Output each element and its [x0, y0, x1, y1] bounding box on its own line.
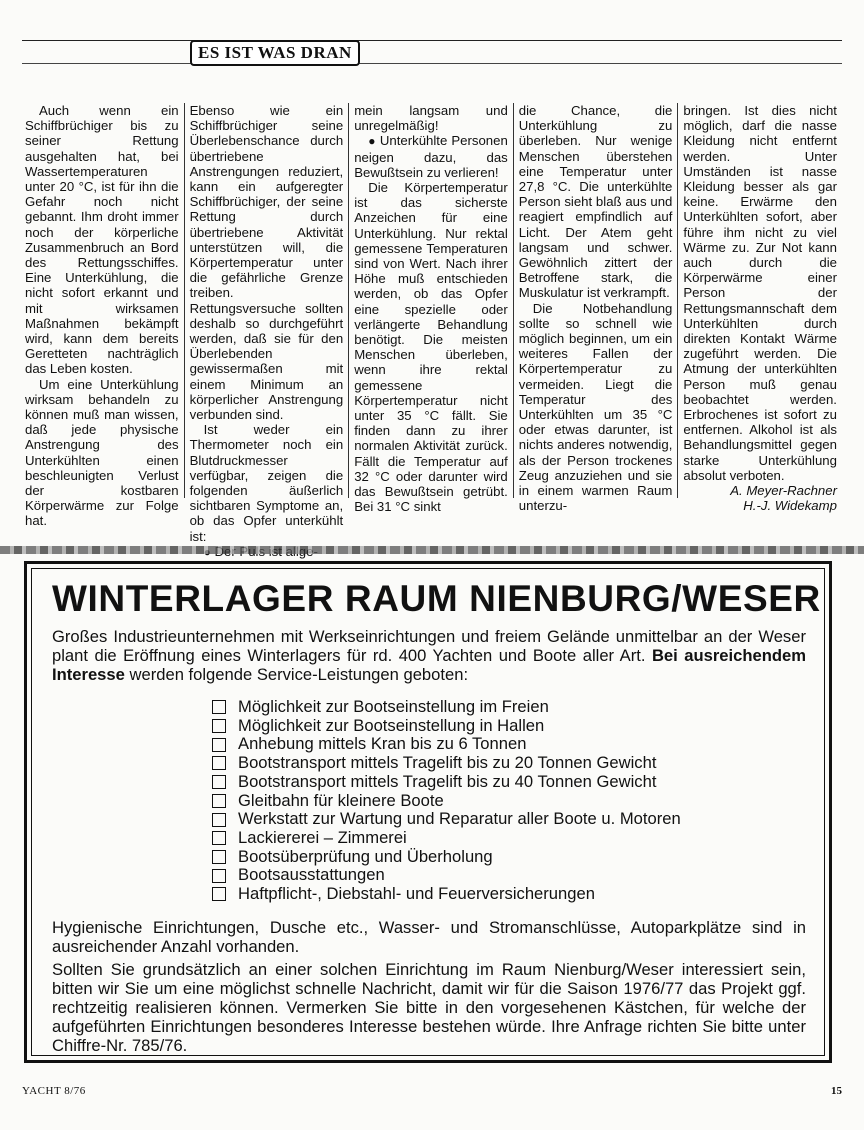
checkbox-icon[interactable] — [212, 813, 226, 827]
service-item — [212, 866, 806, 885]
bullet-text: Unterkühlte Personen neigen dazu, das Bewußtsein zu verlieren! — [354, 133, 508, 180]
advertisement-box — [24, 561, 832, 1063]
paragraph: bringen. Ist dies nicht möglich, darf die nasse Kleidung nicht entfernt werden. Unter Umständen ist nasse Kleidung besser als gar keine. Erwärme den Unterkühlten sofort, aber führe ihm nicht zu viel Wärme zu. Zur Not kann auch durch die Körperwärme einer Person der Rettungsmannschaft dem Unterkühlten durch direkten Kontakt Wärme zugeführt werden. Die Atmung der unterkühlten Person muß genau beobachtet werden. Erbrochenes ist sofort zu entfernen. Alkohol ist als Behandlungsmittel gegen starke Unterkühlung absolut verboten. — [683, 103, 837, 483]
ad-intro-rest: werden folgende Service-Leistungen geboten: — [129, 665, 469, 684]
service-item — [212, 717, 806, 736]
service-label: Gleitbahn für kleinere Boote — [238, 790, 444, 810]
service-item — [212, 754, 806, 773]
author-name: A. Meyer-Rachner — [730, 483, 837, 499]
checkbox-icon[interactable] — [212, 719, 226, 733]
advertisement-inner-frame — [31, 568, 825, 1056]
paragraph: Die Körpertemperatur ist das sicherste Anzeichen für eine Unterkühlung. Nur rektal gemessene Temperaturen sind von Wert. Nach ihrer Höhe muß entschieden werden, ob das Opfer eine spezielle oder verlängerte Behandlung benötigt. Die meisten Menschen überleben, wenn ihre rektal gemessene Körpertemperatur nicht unter 35 °C fällt. Sie finden dann zu ihrer normalen Aktivität zurück. Fällt die Temperatur auf 32 °C oder darunter wird das Bewußtsein getrübt. Bei 31 °C sinkt — [354, 180, 508, 515]
article-column-3 — [348, 103, 513, 515]
checkbox-icon[interactable] — [212, 794, 226, 808]
page-number: 15 — [831, 1085, 842, 1097]
footer-publication: YACHT 8/76 — [22, 1085, 86, 1097]
paragraph: Ebenso wie ein Schiffbrüchiger seine Überlebenschance durch übertriebene Anstrengungen reduziert, kann ein aufgeregter Schiffbrüchiger, der seine Rettung durch übertriebene Aktivität unterstützen will, die Körpertemperatur unter die gefährliche Grenze treiben. Rettungsversuche sollten deshalb so durchgeführt werden, daß sie für den Überlebenden gewissermaßen mit einem Minimum an körperlicher Anstrengung verbunden sind. — [189, 103, 344, 423]
service-item — [212, 773, 806, 792]
checkbox-icon[interactable] — [212, 887, 226, 901]
article-column-2 — [184, 103, 349, 544]
article-column-5 — [677, 103, 842, 514]
service-label: Lackiererei – Zimmerei — [238, 827, 407, 847]
service-item — [212, 848, 806, 867]
service-checklist — [212, 698, 806, 904]
ad-facilities-text: Hygienische Einrichtungen, Dusche etc., Wasser- und Stromanschlüsse, Autoparkplätze sind in ausreichender Anzahl vorhanden. — [52, 917, 806, 956]
service-item — [212, 885, 806, 904]
header-rule — [22, 63, 842, 64]
checkbox-icon[interactable] — [212, 850, 226, 864]
article-column-4 — [513, 103, 678, 514]
service-item — [212, 735, 806, 754]
ad-headline: WINTERLAGER RAUM NIENBURG/WESER — [52, 578, 821, 619]
service-item — [212, 792, 806, 811]
service-item — [212, 829, 806, 848]
ad-contact-text: Sollten Sie grundsätzlich an einer solchen Einrichtung im Raum Nienburg/Weser interessiert sein, bitten wir Sie um eine möglichst schnelle Nachricht, damit wir für die Saison 1976/77 das Projekt ggf. rechtzeitig realisieren können. Vermerken Sie bitte in den vorgesehenen Kästchen, für welche der aufgeführten Einrichtungen besonderes Interesse bestehen würde. Ihre Anfrage richten Sie bitte unter Chiffre-Nr. 785/76. — [52, 959, 806, 1055]
ad-intro-text: Großes Industrieunternehmen mit Werkseinrichtungen und freiem Gelände unmittelbar an der Weser plant die Eröffnung eines Winterlagers für rd. 400 Yachten und Boote aller Art. — [52, 627, 806, 665]
service-label: Haftpflicht-, Diebstahl- und Feuerversicherungen — [238, 884, 595, 904]
checkbox-icon[interactable] — [212, 775, 226, 789]
service-item — [212, 698, 806, 717]
checkbox-icon[interactable] — [212, 831, 226, 845]
paragraph: Auch wenn ein Schiffbrüchiger bis zu seiner Rettung ausgehalten hat, bei Wassertemperaturen unter 20 °C, ist für ihn die Gefahr noch nicht gebannt. Ihm droht immer noch der körperliche Zusammenbruch an Bord des Rettungsschiffes. Eine Unterkühlung, die nicht sofort erkannt und mit wirksamen Maßnahmen bekämpft wird, kann dem bereits Geretteten nachträglich das Leben kosten. — [25, 103, 179, 377]
checkbox-icon[interactable] — [212, 869, 226, 883]
paragraph: Ist weder ein Thermometer noch ein Blutdruckmesser verfügbar, zeigen die folgenden äußerlich sichtbaren Symptome an, ob das Opfer unterkühlt ist: — [189, 422, 344, 544]
service-label: Möglichkeit zur Bootseinstellung in Hallen — [238, 715, 545, 735]
bullet-paragraph — [354, 133, 508, 180]
perforation-divider — [0, 546, 864, 554]
checkbox-icon[interactable] — [212, 738, 226, 752]
service-label: Möglichkeit zur Bootseinstellung im Freien — [238, 697, 549, 716]
paragraph: mein langsam und unregelmäßig! — [354, 103, 508, 134]
bullet-icon: ● — [368, 134, 376, 149]
checkbox-icon[interactable] — [212, 756, 226, 770]
top-rule — [22, 40, 842, 41]
article-column-1 — [20, 103, 184, 529]
section-rubric: ES IST WAS DRAN — [190, 40, 360, 66]
service-label: Bootstransport mittels Tragelift bis zu 20 Tonnen Gewicht — [238, 753, 657, 773]
service-label: Bootstransport mittels Tragelift bis zu 40 Tonnen Gewicht — [238, 771, 657, 791]
service-label: Bootsausstattungen — [238, 865, 385, 885]
paragraph: die Chance, die Unterkühlung zu überleben. Nur wenige Menschen überstehen eine Temperatur unter 27,8 °C. Die unterkühlte Person sieht blaß aus und reagiert empfindlich auf Licht. Der Atem geht langsam und schwer. Gewöhnlich zittert der Betroffene stark, die Muskulatur ist verkrampft. — [518, 103, 673, 301]
paragraph: Um eine Unterkühlung wirksam behandeln zu können muß man wissen, daß jede physische Anstrengung des Unterkühlten einen beschleunigten Verlust der kostbaren Körperwärme zur Folge hat. — [25, 376, 179, 529]
ad-intro-emphasis: Bei ausreichendem Interesse — [52, 646, 806, 684]
paragraph: Die Notbehandlung sollte so schnell wie möglich beginnen, um ein weiteres Fallen der Körpertemperatur zu vermeiden. Liegt die Temperatur des Unterkühlten um 35 °C oder etwas darunter, ist nichts anderes notwendig, als der Person trockenes Zeug anzuziehen und sie in einem warmen Raum unterzu- — [518, 300, 673, 514]
author-name: H.-J. Widekamp — [743, 498, 837, 514]
checkbox-icon[interactable] — [212, 700, 226, 714]
ad-intro — [52, 627, 806, 684]
service-item — [212, 810, 806, 829]
service-label: Anhebung mittels Kran bis zu 6 Tonnen — [238, 734, 527, 754]
article-columns — [20, 103, 842, 544]
service-label: Bootsüberprüfung und Überholung — [238, 846, 493, 866]
service-label: Werkstatt zur Wartung und Reparatur aller Boote u. Motoren — [238, 809, 681, 829]
